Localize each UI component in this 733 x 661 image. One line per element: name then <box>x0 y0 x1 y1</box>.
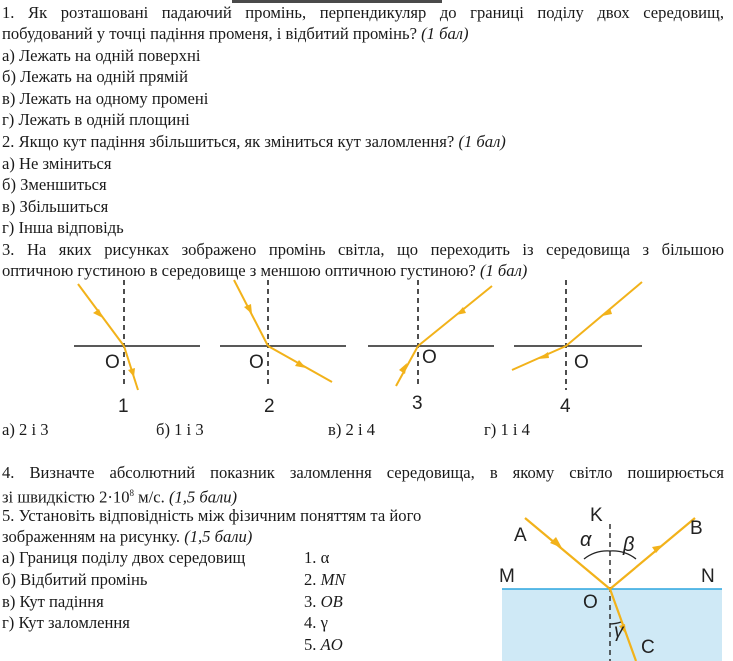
q5-left-item-c[interactable]: в) Кут падіння <box>2 591 104 611</box>
q4-text-suffix: м/с. <box>134 487 165 507</box>
q5-text-line2-main: зображенням на рисунку. <box>2 527 181 546</box>
label-a: A <box>514 525 527 546</box>
angle-alpha-arc <box>584 551 610 559</box>
q2-text-main: 2. Якщо кут падіння збільшиться, як зміниться кут заломлення? <box>2 132 455 151</box>
q5-points: (1,5 бали) <box>184 527 253 546</box>
figure-3-refracted-ray <box>418 286 492 346</box>
q5-right-val-3: OB <box>320 591 343 611</box>
q1-option-b[interactable]: б) Лежать на одній прямій <box>2 67 188 86</box>
figure-4-number: 4 <box>560 396 571 417</box>
label-n: N <box>701 566 715 587</box>
ray-ao <box>525 518 610 589</box>
q4-points: (1,5 бали) <box>168 487 238 507</box>
label-beta: β <box>623 534 635 556</box>
q5-right-val-4: γ <box>320 613 328 633</box>
q5-right-item-5[interactable] <box>304 634 346 656</box>
q5-right-val-2: MN <box>320 569 346 589</box>
q2-option-a[interactable]: а) Не зміниться <box>2 154 112 173</box>
figure-4-refracted-ray <box>512 346 566 370</box>
figure-1-arrow-icon-2 <box>128 368 135 377</box>
figure-3-point-label: O <box>422 347 437 368</box>
label-b: B <box>690 518 703 539</box>
q2-points: (1 бал) <box>458 132 506 151</box>
q5-right-num-5: 5. <box>304 635 317 655</box>
q1-option-c[interactable]: в) Лежать на одному промені <box>2 89 209 108</box>
label-o: O <box>583 592 598 613</box>
figure-2-number: 2 <box>264 396 275 417</box>
q1-text-line2-main: побудований у точці падіння променя, і відбитий промінь? <box>2 24 417 43</box>
q1-points: (1 бал) <box>421 24 469 43</box>
q2-option-c[interactable]: в) Збільшиться <box>2 197 109 216</box>
q5-right-num-3: 3. <box>304 591 317 611</box>
q4-text-line1: 4. Визначте абсолютний показник заломлення середовища, в якому світло поширюється <box>2 463 724 482</box>
ray-ao-arrow-icon <box>550 537 562 548</box>
figure-3 <box>364 278 499 418</box>
water-medium <box>502 589 722 661</box>
q3-text-line1: 3. На яких рисунках зображено промінь світла, що переходить із середовища з більшою <box>2 240 724 259</box>
q5-right-num-2: 2. <box>304 569 317 589</box>
figure-3-arrow-icon <box>399 363 407 374</box>
q1-option-a[interactable]: а) Лежать на одній поверхні <box>2 46 201 65</box>
q5-right-num-1: 1. <box>304 548 317 567</box>
q5-text-line1: 5. Установіть відповідність між фізичним поняттям та його <box>2 506 422 525</box>
q2-option-b[interactable]: б) Зменшиться <box>2 175 107 194</box>
q3-answer-c[interactable]: в) 2 і 4 <box>328 420 376 439</box>
q4-exponent: 8 <box>129 488 134 498</box>
q5-left-item-a[interactable]: а) Границя поділу двох середовищ <box>2 548 246 567</box>
q5-right-item-1[interactable] <box>304 547 346 569</box>
q3-answer-d[interactable]: г) 1 і 4 <box>484 420 530 439</box>
q5-reflection-diagram <box>490 502 730 661</box>
q5-right-num-4: 4. <box>304 613 317 633</box>
q5-left-column <box>2 547 245 634</box>
figure-1-point-label: O <box>105 352 120 373</box>
figure-3-number: 3 <box>412 393 423 414</box>
label-gamma: γ <box>614 621 624 642</box>
figure-3-incident-ray <box>396 346 418 386</box>
figure-4-arrow-icon-2 <box>538 352 549 359</box>
q4-text-prefix: зі швидкістю 2·10 <box>2 487 130 507</box>
label-k: K <box>590 505 603 526</box>
figure-1 <box>70 278 205 418</box>
figure-1-number: 1 <box>118 396 129 417</box>
figure-1-refracted-ray <box>124 346 138 390</box>
figure-4-point-label: O <box>574 352 589 373</box>
q5-right-val-1: α <box>320 548 330 567</box>
q3-text-line2-main: оптичною густиною в середовище з меншою оптичною густиною? <box>2 261 476 280</box>
q3-answer-a[interactable]: а) 2 і 3 <box>2 420 49 439</box>
q3-answer-b[interactable]: б) 1 і 3 <box>156 420 204 439</box>
q5-right-item-2[interactable] <box>304 569 346 591</box>
figure-2 <box>216 278 351 418</box>
q2-option-d[interactable]: г) Інша відповідь <box>2 218 124 237</box>
label-c: C <box>641 637 655 658</box>
label-m: M <box>499 566 515 587</box>
figure-2-point-label: O <box>249 352 264 373</box>
figure-2-arrow-icon <box>244 304 252 314</box>
q5-right-item-4[interactable] <box>304 612 346 634</box>
q1-text-line2 <box>2 23 469 44</box>
q5-left-item-b[interactable]: б) Відбитий промінь <box>2 569 148 589</box>
q2-text <box>2 131 506 152</box>
q5-text-line2 <box>2 526 252 547</box>
figure-4 <box>510 278 645 418</box>
label-alpha: α <box>580 529 592 551</box>
q3-points: (1 бал) <box>479 261 528 280</box>
q5-right-column <box>304 547 346 656</box>
figure-1-arrow-icon <box>93 309 103 318</box>
q1-text-line1: 1. Як розташовані падаючий промінь, перпендикуляр до границі поділу двох середовищ, <box>2 3 724 22</box>
q1-option-d[interactable]: г) Лежать в одній площині <box>2 110 190 129</box>
q5-left-item-d[interactable]: г) Кут заломлення <box>2 613 130 633</box>
q5-right-val-5: AO <box>320 635 343 655</box>
q4-text-line2 <box>2 483 237 508</box>
q5-right-item-3[interactable] <box>304 591 346 613</box>
